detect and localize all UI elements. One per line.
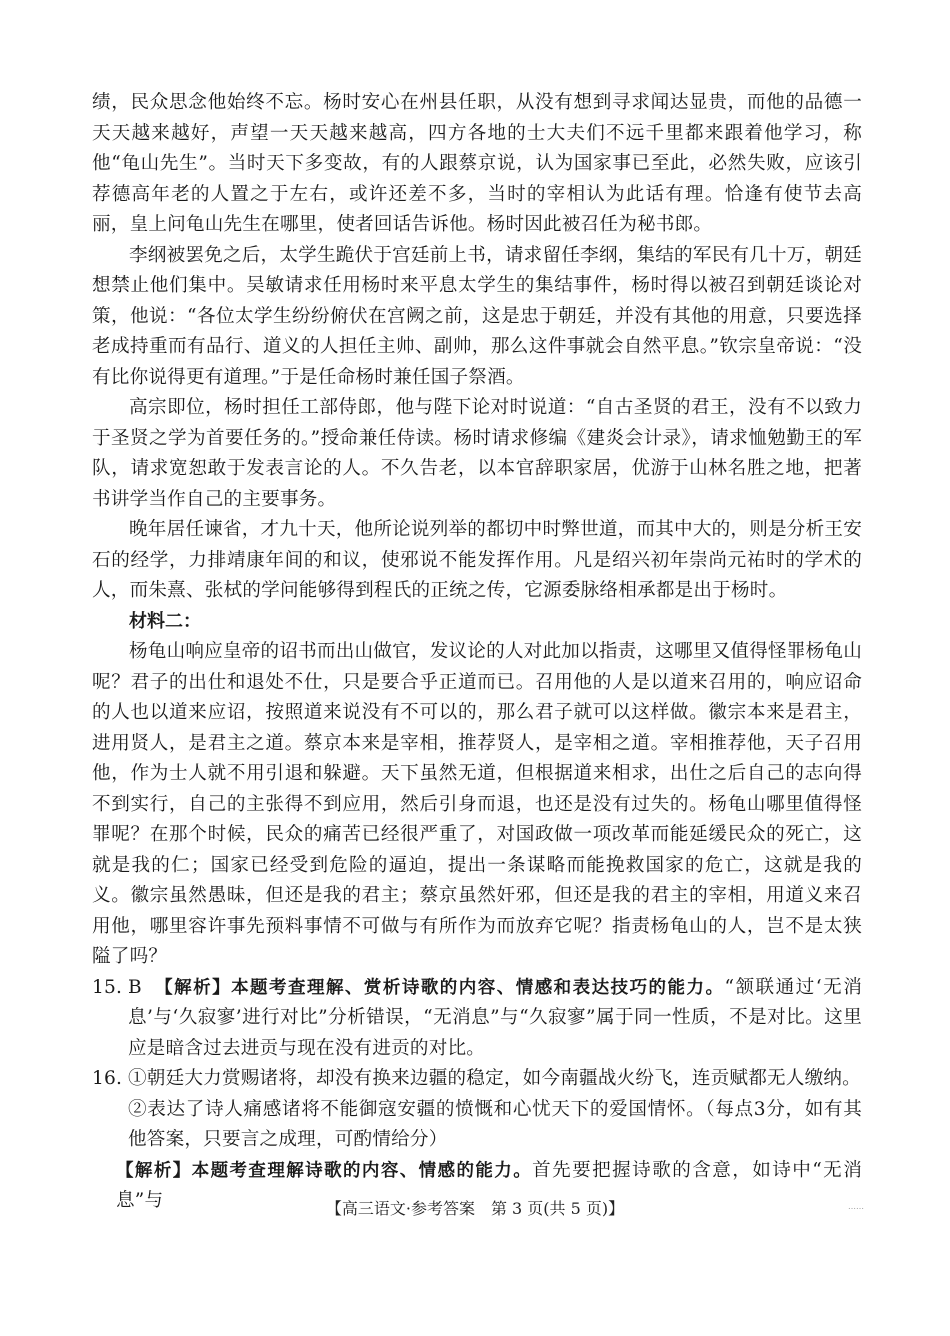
question-16-analysis-tag: 【解析】 <box>116 1160 192 1181</box>
page-content <box>92 88 862 1217</box>
question-15-number: 15. <box>92 976 123 998</box>
question-16-number: 16. <box>92 1068 123 1089</box>
material-one-paragraph-1: 绩，民众思念他始终不忘。杨时安心在州县任职，从没有想到寻求闻达显贵，而他的品德一天天越来越好，声望一天天越来越高，四方各地的士大夫们不远千里都来跟着他学习，称他“龟山先生”。当时天下多变故，有的人跟蔡京说，认为国家事已至此，必然失败，应该引荐德高年老的人置之于左右，或许还差不多，当时的宰相认为此话有理。恰逢有使节去高丽，皇上问龟山先生在哪里，使者回话告诉他。杨时因此被召任为秘书郎。 <box>92 92 862 235</box>
material-one-paragraph-3: 高宗即位，杨时担任工部侍郎，他与陛下论对时说道：“自古圣贤的君王，没有不以致力于圣贤之学为首要任务的。”授命兼任侍读。杨时请求修编《建炎会计录》，请求恤勉勤王的军队，请求宽恕敢于发表言论的人。不久告老，以本官辞职家居，优游于山林名胜之地，把著书讲学当作自己的主要事务。 <box>92 397 862 510</box>
material-one-paragraph-4: 晚年居任谏省，才九十天，他所论说列举的都切中时弊世道，而其中大的，则是分析王安石的经学，力排靖康年间的和议，使邪说不能发挥作用。凡是绍兴初年崇尚元祐时的学术的人，而朱熹、张栻的学问能够得到程氏的正统之传，它源委脉络相承都是出于杨时。 <box>92 519 862 601</box>
question-16-point-2: ②表达了诗人痛感诸将不能御寇安疆的愤慨和心忧天下的爱国情怀。（每点3分，如有其他答案，只要言之成理，可酌情给分） <box>128 1098 862 1150</box>
material-two-paragraph: 杨龟山响应皇帝的诏书而出山做官，发议论的人对此加以指责，这哪里又值得怪罪杨龟山呢？君子的出仕和退处不仕，只是要合乎正道而已。召用他的人是以道来召用的，响应诏命的人也以道来应诏，按照道来说没有不可以的，那么君子就可以这样做。徽宗本来是君主，进用贤人，是君主之道。蔡京本来是宰相，推荐贤人，是宰相之道。宰相推荐他，天子召用他，作为士人就不用引退和躲避。天下虽然无道，但根据道来相求，出仕之后自己的志向得不到实行，自己的主张得不到应用，然后引身而退，也还是没有过失的。杨龟山哪里值得怪罪呢？在那个时候，民众的痛苦已经很严重了，对国政做一项改革而能延缓民众的死亡，这就是我的仁；国家已经受到危险的逼迫，提出一条谋略而能挽救国家的危亡，这就是我的义。徽宗虽然愚昧，但还是我的君主；蔡京虽然奸邪，但还是我的君主的宰相，用道义来召用他，哪里容许事先预料事情不可做与有所作为而放弃它呢？指责杨龟山的人，岂不是太狭隘了吗？ <box>92 641 862 967</box>
question-16-point-1: ①朝廷大力赏赐诸将，却没有换来边疆的稳定，如今南疆战火纷飞，连贡赋都无人缴纳。 <box>128 1068 861 1089</box>
question-15-choice: B <box>128 976 142 998</box>
question-15-analysis-body: “颔联通过‘无消息’与‘久寂寥’进行对比”分析错误，“无消息”与“久寂寥”属于同一性质，不是对比。这里应是暗含过去进贡与现在没有进贡的对比。 <box>128 976 862 1059</box>
page-footer: 【高三语文·参考答案 第 3 页(共 5 页)】 <box>325 1199 625 1218</box>
question-16-answer <box>92 1064 862 1156</box>
corner-dots-decoration: …… <box>848 1202 864 1211</box>
material-two-heading: 材料二： <box>129 610 201 632</box>
question-15-answer <box>92 973 862 1065</box>
question-16-analysis-intro: 本题考查理解诗歌的内容、情感的能力。 <box>191 1160 533 1181</box>
material-one-paragraph-2: 李纲被罢免之后，太学生跪伏于宫廷前上书，请求留任李纲，集结的军民有几十万，朝廷想禁止他们集中。吴敏请求任用杨时来平息太学生的集结事件，杨时得以被召到朝廷谈论对策，他说：“各位太学生纷纷俯伏在宫阙之前，这是忠于朝廷，并没有其他的用意，只要选择老成持重而有品行、道义的人担任主帅、副帅，那么这件事就会自然平息。”钦宗皇帝说：“没有比你说得更有道理。”于是任命杨时兼任国子祭酒。 <box>92 244 862 388</box>
question-16-analysis-body: 首先要把握诗歌的含意，如诗中“无消息”与 <box>116 1159 862 1211</box>
question-15-analysis-intro: 本题考查理解、赏析诗歌的内容、情感和表达技巧的能力。 <box>231 977 725 998</box>
question-15-analysis-tag: 【解析】 <box>153 977 232 998</box>
